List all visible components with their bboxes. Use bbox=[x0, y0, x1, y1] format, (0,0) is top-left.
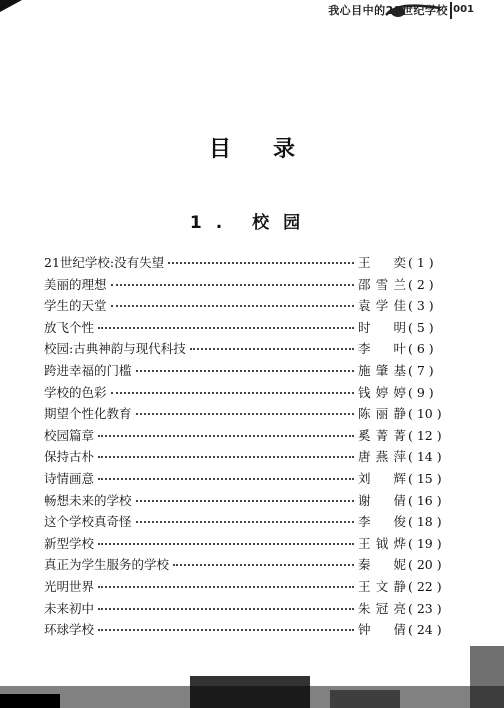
toc-entry-author: 王钺烨 bbox=[358, 535, 406, 551]
toc-leader-dots bbox=[98, 629, 354, 631]
toc-entry bbox=[44, 426, 464, 448]
toc-entry-author: 秦妮 bbox=[358, 557, 406, 573]
toc-entry-page: ( 10 ) bbox=[408, 406, 442, 422]
toc-leader-dots bbox=[98, 456, 354, 458]
toc-entry-title: 21世纪学校:没有失望 bbox=[44, 255, 165, 270]
toc-leader-dots bbox=[98, 327, 354, 329]
toc-entry-page: ( 15 ) bbox=[408, 470, 442, 486]
toc-entry bbox=[44, 491, 464, 513]
toc-leader-dots bbox=[173, 564, 354, 566]
toc-leader-dots bbox=[98, 608, 354, 610]
toc-entry-title: 校园篇章 bbox=[44, 427, 95, 443]
toc-entry-title: 学生的天堂 bbox=[44, 298, 107, 314]
toc-entry-author: 钟倩 bbox=[358, 622, 406, 638]
toc-entry-author: 王奕 bbox=[358, 255, 406, 270]
toc-list bbox=[44, 253, 464, 642]
scan-bottom-artifact bbox=[0, 646, 504, 708]
toc-entry bbox=[44, 512, 464, 534]
toc-entry-page: ( 19 ) bbox=[408, 535, 442, 551]
toc-entry-title: 光明世界 bbox=[44, 578, 95, 594]
toc-entry-author: 施肇基 bbox=[358, 362, 406, 378]
toc-leader-dots bbox=[136, 413, 354, 415]
toc-leader-dots bbox=[98, 586, 354, 588]
toc-entry-title: 放飞个性 bbox=[44, 319, 95, 335]
toc-entry bbox=[44, 339, 464, 361]
toc-leader-dots bbox=[136, 370, 354, 372]
toc-entry bbox=[44, 469, 464, 491]
toc-entry-title: 保持古朴 bbox=[44, 449, 95, 465]
page-number: 001 bbox=[453, 4, 474, 15]
toc-entry-title: 真正为学生服务的学校 bbox=[44, 557, 170, 573]
toc-entry-title: 美丽的理想 bbox=[44, 276, 107, 292]
section-number: 1. bbox=[189, 213, 237, 233]
toc-entry-page: ( 22 ) bbox=[408, 578, 442, 594]
toc-entry-page: ( 1 ) bbox=[408, 255, 434, 270]
toc-entry-author: 李叶 bbox=[358, 341, 406, 357]
toc-entry bbox=[44, 296, 464, 318]
toc-entry-title: 期望个性化教育 bbox=[44, 406, 132, 422]
toc-entry-author: 朱冠亮 bbox=[358, 600, 406, 616]
toc-leader-dots bbox=[136, 521, 354, 523]
toc-entry-title: 畅想未来的学校 bbox=[44, 492, 132, 508]
toc-leader-dots bbox=[98, 435, 354, 437]
running-header bbox=[314, 0, 504, 22]
toc-entry-page: ( 6 ) bbox=[408, 341, 434, 357]
section-name: 校园 bbox=[252, 213, 315, 233]
toc-entry-author: 王文静 bbox=[358, 578, 406, 594]
toc-leader-dots bbox=[111, 392, 354, 394]
toc-leader-dots bbox=[136, 500, 354, 502]
toc-leader-dots bbox=[190, 348, 354, 350]
toc-leader-dots bbox=[98, 478, 354, 480]
toc-entry bbox=[44, 275, 464, 297]
toc-entry-page: ( 12 ) bbox=[408, 427, 442, 443]
toc-entry bbox=[44, 447, 464, 469]
header-brand: 我心目中的21世纪学校 bbox=[328, 4, 448, 17]
toc-entry-author: 邵雪兰 bbox=[358, 276, 406, 292]
toc-entry bbox=[44, 361, 464, 383]
toc-entry-page: ( 20 ) bbox=[408, 557, 442, 573]
toc-leader-dots bbox=[98, 543, 354, 545]
toc-entry bbox=[44, 599, 464, 621]
toc-entry-author: 奚菁菁 bbox=[358, 427, 406, 443]
toc-entry bbox=[44, 534, 464, 556]
toc-entry-page: ( 3 ) bbox=[408, 298, 434, 314]
header-divider bbox=[450, 2, 452, 19]
toc-entry-page: ( 14 ) bbox=[408, 449, 442, 465]
toc-entry-title: 环球学校 bbox=[44, 622, 95, 638]
toc-title: 目录 bbox=[208, 137, 337, 162]
toc-leader-dots bbox=[111, 284, 354, 286]
scan-corner-artifact bbox=[0, 0, 22, 12]
toc-entry-author: 袁学佳 bbox=[358, 298, 406, 314]
toc-entry-page: ( 5 ) bbox=[408, 319, 434, 335]
toc-entry bbox=[44, 383, 464, 405]
toc-entry bbox=[44, 253, 464, 275]
toc-entry-author: 李俊 bbox=[358, 514, 406, 530]
toc-entry-title: 这个学校真奇怪 bbox=[44, 514, 132, 530]
toc-leader-dots bbox=[111, 305, 354, 307]
toc-entry-title: 新型学校 bbox=[44, 535, 95, 551]
toc-entry-author: 陈丽静 bbox=[358, 406, 406, 422]
toc-entry-author: 谢倩 bbox=[358, 492, 406, 508]
toc-entry-page: ( 7 ) bbox=[408, 362, 434, 378]
toc-entry-author: 唐燕萍 bbox=[358, 449, 406, 465]
toc-entry-title: 未来初中 bbox=[44, 600, 95, 616]
toc-entry-page: ( 23 ) bbox=[408, 600, 442, 616]
toc-entry-title: 学校的色彩 bbox=[44, 384, 107, 400]
toc-entry bbox=[44, 404, 464, 426]
toc-entry-title: 诗情画意 bbox=[44, 470, 95, 486]
toc-entry-page: ( 2 ) bbox=[408, 276, 434, 292]
toc-entry-author: 刘辉 bbox=[358, 470, 406, 486]
toc-entry bbox=[44, 620, 464, 642]
toc-entry-page: ( 16 ) bbox=[408, 492, 442, 508]
toc-entry-title: 跨进幸福的门槛 bbox=[44, 362, 132, 378]
toc-entry-author: 钱婷婷 bbox=[358, 384, 406, 400]
toc-entry-title: 校园:古典神韵与现代科技 bbox=[44, 341, 186, 357]
toc-entry-author: 时明 bbox=[358, 319, 406, 335]
toc-entry bbox=[44, 318, 464, 340]
toc-entry bbox=[44, 577, 464, 599]
toc-entry bbox=[44, 555, 464, 577]
section-heading bbox=[0, 208, 504, 233]
toc-leader-dots bbox=[168, 262, 354, 264]
toc-entry-page: ( 24 ) bbox=[408, 622, 442, 638]
toc-entry-page: ( 18 ) bbox=[408, 514, 442, 530]
toc-entry-page: ( 9 ) bbox=[408, 384, 434, 400]
